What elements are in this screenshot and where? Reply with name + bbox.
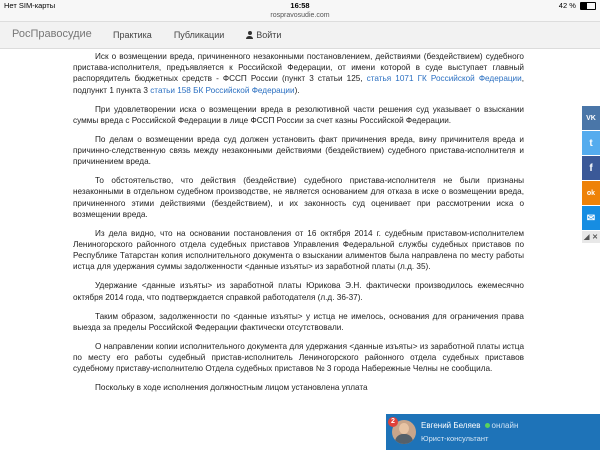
- site-logo[interactable]: РосПравосудие: [12, 28, 92, 40]
- url-text: rospravosudie.com: [270, 12, 330, 19]
- facebook-share-button[interactable]: [582, 156, 600, 180]
- paragraph: Удержание <данные изъяты> из заработной платы Юрикова Э.Н. фактически производилось ежемесячно октября 2014 года, что подтверждается справкой работодателя (л.д. 36-37).: [73, 281, 524, 302]
- mail-icon: ✉: [586, 212, 596, 224]
- paragraph: [73, 51, 524, 96]
- paragraph: То обстоятельство, что действия (бездействие) судебного пристава-исполнителя не были признаны незаконными в отдельном судебном производстве, не является основанием для отказа в иске о возмещении вреда, причиненного этими действиями (бездействием), и их законность суд оценивает при рассмотрении иска о возмещении вреда.: [73, 176, 524, 219]
- paragraph: По делам о возмещении вреда суд должен установить факт причинения вреда, вину причинителя вреда и причинно-следственную связь между незаконными действиями (бездействием) судебного пристава-исполнителя и причинением вреда.: [73, 134, 524, 167]
- share-bar-controls: [582, 231, 600, 243]
- paragraph: Таким образом, задолженности по <данные изъяты> у истца не имелось, основания для ограничения права выезда за пределы Российской Федерации фактически отсутствовали.: [73, 311, 524, 332]
- carrier-label: Нет SIM-карты: [4, 1, 56, 10]
- login-link[interactable]: [246, 30, 281, 40]
- clock: 16:58: [290, 1, 310, 10]
- battery-percent: 42 %: [558, 1, 576, 10]
- email-share-button[interactable]: [582, 206, 600, 230]
- consultant-name: Евгений Беляев: [421, 421, 481, 430]
- consultant-role: Юрист-консультант: [421, 434, 489, 443]
- odnoklassniki-icon: ok: [586, 189, 596, 197]
- status-bar: [0, 0, 600, 11]
- paragraph: При удовлетворении иска о возмещении вреда в резолютивной части решения суд указывает о взыскании суммы вреда с Российской Федерации в лице ФССП России за счет казны Российской Федерации.: [73, 104, 524, 125]
- avatar-body: [395, 434, 413, 444]
- chat-widget[interactable]: [386, 414, 600, 450]
- site-header: [0, 22, 600, 49]
- nav-link-publications[interactable]: Публикации: [173, 30, 225, 40]
- online-dot-icon: [485, 423, 490, 428]
- paragraph-text: , подпункт 1 пункта 3: [73, 74, 524, 95]
- law-link[interactable]: статьи 158 БК Российской Федерации: [150, 85, 295, 95]
- vk-icon: VK: [586, 114, 596, 122]
- address-bar[interactable]: [0, 11, 600, 22]
- chat-header: [421, 421, 518, 430]
- collapse-icon[interactable]: ◢: [584, 234, 590, 241]
- twitter-icon: t: [589, 137, 593, 149]
- paragraph-text: ).: [294, 85, 300, 95]
- avatar-head: [399, 423, 409, 434]
- paragraph: Из дела видно, что на основании постановления от 16 октября 2014 г. судебным приставом-исполнителем Лениногорского районного отдела судебных приставов Управления Федеральной службы судебных приставов по Республике Татарстан копия исполнительного документа о взыскании алиментов была направлена по месту работы истца для удержания суммы задолженности <данные изъяты> из заработной платы (л.д. 35).: [73, 228, 524, 272]
- online-status: онлайн: [491, 421, 519, 430]
- nav-link-practice[interactable]: Практика: [113, 30, 152, 40]
- battery-indicator: [559, 1, 596, 10]
- paragraph-text: Иск о возмещении вреда, причиненного незаконными постановлением, действиями (бездействием) судебного пристава-исполнителя, предъявляется к Российской Федерации, от имени которой в суде выступает главный распорядитель бюджетных средств - ФССП России (пункт 3 статьи 125,: [73, 52, 524, 84]
- paragraph: О направлении копии исполнительного документа для удержания <данные изъяты> из заработной платы истца по месту его работы судебный пристав-исполнитель Лениногорского районного отдела судебных приставов судебному приставу-исполнителю Отдела судебных приставов № 3 города Набережные Челны не сообщила.: [73, 341, 524, 374]
- battery-fill: [581, 3, 587, 9]
- document-text: [73, 51, 524, 401]
- paragraph: Поскольку в ходе исполнения должностным лицом установлена уплата: [95, 383, 368, 393]
- unread-badge: 2: [388, 417, 398, 427]
- odnoklassniki-share-button[interactable]: [582, 181, 600, 205]
- login-label: Войти: [256, 30, 282, 40]
- facebook-icon: f: [589, 162, 593, 174]
- twitter-share-button[interactable]: [582, 131, 600, 155]
- main-nav: [113, 22, 281, 48]
- share-bar: [582, 106, 600, 244]
- law-link[interactable]: статья 1071 ГК Российской Федерации: [366, 74, 522, 84]
- vk-share-button[interactable]: [582, 106, 600, 130]
- user-icon: [246, 31, 253, 39]
- close-icon[interactable]: ✕: [592, 234, 598, 241]
- battery-icon: [580, 2, 596, 10]
